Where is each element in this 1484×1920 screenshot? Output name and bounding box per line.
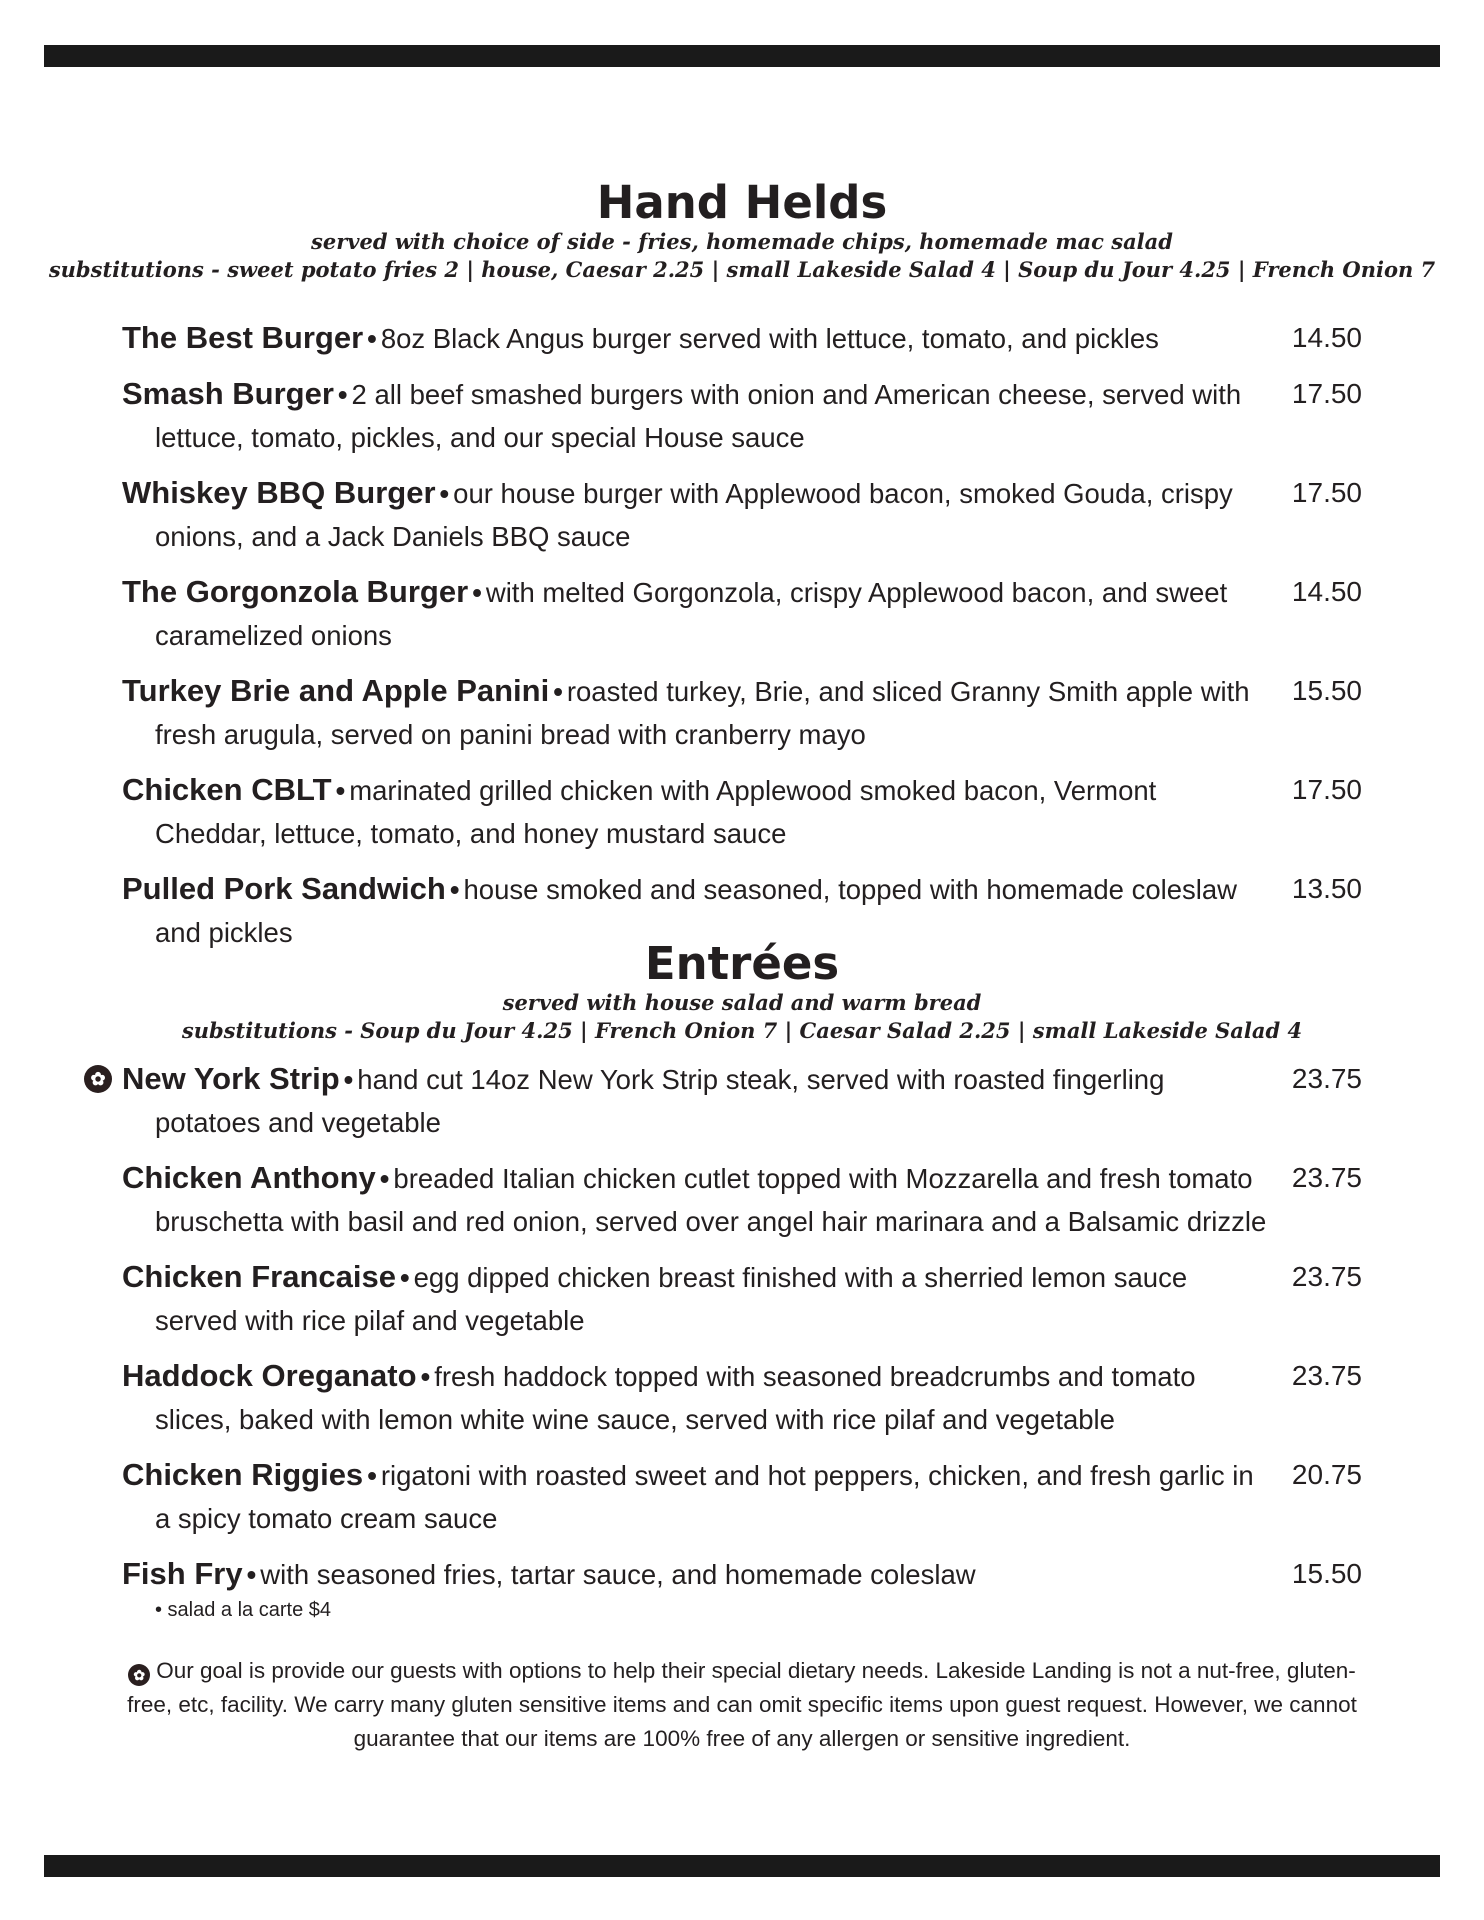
item-price: 17.50 — [1291, 378, 1362, 409]
item-price: 15.50 — [1291, 675, 1362, 706]
item-price: 15.50 — [1291, 1558, 1362, 1589]
menu-item — [122, 768, 1362, 855]
item-description: our house burger with Applewood bacon, smoked Gouda, crispy onions, and a Jack Daniels BBQ sauce — [155, 478, 1233, 552]
item-description: breaded Italian chicken cutlet topped with Mozzarella and fresh tomato bruschetta with basil and red onion, served over angel hair marinara and a Balsamic drizzle — [155, 1163, 1267, 1237]
bullet-separator: • — [343, 1064, 354, 1095]
item-name: The Best Burger — [122, 320, 364, 355]
item-description: hand cut 14oz New York Strip steak, served with roasted fingerling potatoes and vegetable — [155, 1064, 1165, 1138]
item-name: Fish Fry — [122, 1556, 243, 1591]
bullet-separator: • — [337, 379, 348, 410]
hand-helds-side-note: served with choice of side - fries, homemade chips, homemade mac salad — [311, 229, 1173, 254]
entrees-list — [0, 1057, 1484, 1634]
item-description: 2 all beef smashed burgers with onion and American cheese, served with lettuce, tomato, pickles, and our special House sauce — [155, 379, 1242, 453]
bullet-separator: • — [420, 1361, 431, 1392]
item-name: Chicken CBLT — [122, 772, 332, 807]
item-name: Chicken Francaise — [122, 1259, 396, 1294]
item-name: Whiskey BBQ Burger — [122, 475, 436, 510]
bullet-separator: • — [335, 775, 346, 806]
menu-item — [122, 570, 1362, 657]
item-description: fresh haddock topped with seasoned breadcrumbs and tomato slices, baked with lemon white wine sauce, served with rice pilaf and vegetable — [155, 1361, 1196, 1435]
item-name: Pulled Pork Sandwich — [122, 871, 446, 906]
menu-item — [122, 1354, 1362, 1441]
menu-item — [122, 316, 1362, 360]
item-name: Smash Burger — [122, 376, 334, 411]
bottom-border-bar — [44, 1855, 1440, 1877]
gluten-free-icon: ✿ — [84, 1065, 112, 1093]
hand-helds-substitutions-note: substitutions - sweet potato fries 2 | house, Caesar 2.25 | small Lakeside Salad 4 | Soup du Jour 4.25 | French Onion 7 — [48, 257, 1436, 282]
gluten-free-icon: ✿ — [128, 1664, 150, 1686]
item-name: New York Strip — [122, 1061, 340, 1096]
item-description: 8oz Black Angus burger served with lettuce, tomato, and pickles — [380, 323, 1159, 354]
menu-item — [90, 1057, 1362, 1144]
dietary-disclaimer — [120, 1654, 1364, 1756]
hand-helds-list — [0, 316, 1484, 966]
item-name: The Gorgonzola Burger — [122, 574, 469, 609]
item-name: Chicken Riggies — [122, 1457, 364, 1492]
bullet-separator: • — [439, 478, 450, 509]
top-border-bar — [44, 45, 1440, 67]
item-description: rigatoni with roasted sweet and hot peppers, chicken, and fresh garlic in a spicy tomato cream sauce — [155, 1460, 1254, 1534]
hand-helds-title: Hand Helds — [596, 176, 888, 229]
bullet-separator: • — [449, 874, 460, 905]
menu-item — [122, 1552, 1362, 1622]
bullet-separator: • — [472, 577, 482, 608]
item-price: 23.75 — [1291, 1360, 1362, 1391]
item-price: 23.75 — [1291, 1063, 1362, 1094]
item-name: Haddock Oreganato — [122, 1358, 417, 1393]
item-name: Chicken Anthony — [122, 1160, 376, 1195]
disclaimer-text: Our goal is provide our guests with options to help their special dietary needs. Lakeside Landing is not a nut-free, gluten-free, etc, facility. We carry many gluten sensitive items and can omit specific items upon guest request. However, we cannot guarantee that our items are 100% free of any allergen or sensitive ingredient. — [127, 1658, 1357, 1751]
entrees-title: Entrées — [644, 937, 840, 990]
menu-item — [122, 1255, 1362, 1342]
item-description: marinated grilled chicken with Applewood smoked bacon, Vermont Cheddar, lettuce, tomato, and honey mustard sauce — [155, 775, 1157, 849]
bullet-separator: • — [367, 1460, 377, 1491]
entrees-side-note: served with house salad and warm bread — [502, 990, 982, 1015]
menu-item — [122, 1453, 1362, 1540]
bullet-separator: • — [246, 1559, 257, 1590]
item-description: with seasoned fries, tartar sauce, and homemade coleslaw — [260, 1559, 976, 1590]
entrees-substitutions-note: substitutions - Soup du Jour 4.25 | French Onion 7 | Caesar Salad 2.25 | small Lakeside Salad 4 — [181, 1018, 1303, 1043]
bullet-separator: • — [367, 323, 377, 354]
bullet-separator: • — [553, 676, 563, 707]
item-description: house smoked and seasoned, topped with homemade coleslaw and pickles — [155, 874, 1238, 948]
item-sub-note: • salad a la carte $4 — [155, 1599, 331, 1621]
menu-item — [122, 372, 1362, 459]
item-price: 17.50 — [1291, 774, 1362, 805]
item-description: with melted Gorgonzola, crispy Applewood bacon, and sweet caramelized onions — [155, 577, 1228, 651]
item-name: Turkey Brie and Apple Panini — [122, 673, 550, 708]
bullet-separator: • — [399, 1262, 410, 1293]
item-price: 23.75 — [1291, 1162, 1362, 1193]
bullet-separator: • — [379, 1163, 390, 1194]
item-price: 17.50 — [1291, 477, 1362, 508]
item-price: 13.50 — [1291, 873, 1362, 904]
item-description: roasted turkey, Brie, and sliced Granny Smith apple with fresh arugula, served on panini bread with cranberry mayo — [155, 676, 1250, 750]
item-price: 14.50 — [1291, 322, 1362, 353]
item-description: egg dipped chicken breast finished with a sherried lemon sauce served with rice pilaf and vegetable — [155, 1262, 1188, 1336]
menu-item — [122, 1156, 1362, 1243]
menu-item — [122, 669, 1362, 756]
item-price: 20.75 — [1291, 1459, 1362, 1490]
item-price: 23.75 — [1291, 1261, 1362, 1292]
item-price: 14.50 — [1291, 576, 1362, 607]
menu-item — [122, 471, 1362, 558]
